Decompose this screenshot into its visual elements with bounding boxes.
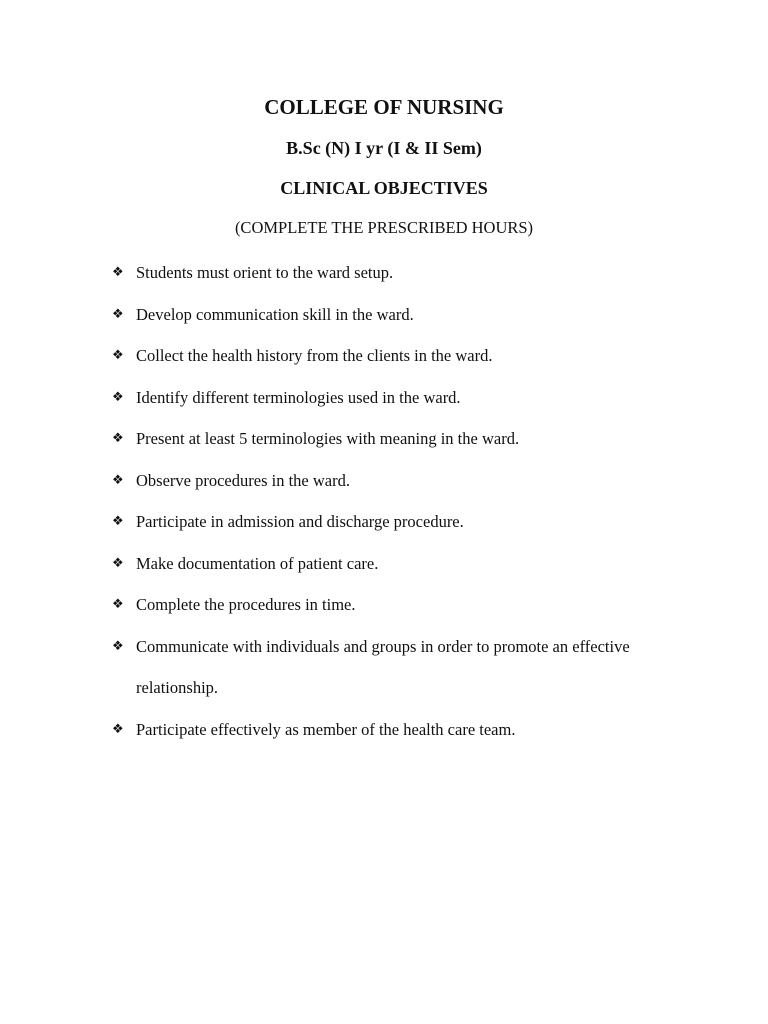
objective-item [112, 294, 712, 336]
objective-item [112, 501, 712, 543]
objective-item [112, 709, 712, 751]
four-diamond-bullet-icon: ❖ [112, 597, 124, 612]
objective-item [112, 252, 712, 294]
objective-text: Develop communication skill in the ward. [136, 304, 414, 324]
four-diamond-bullet-icon: ❖ [112, 514, 124, 529]
objective-text: Identify different terminologies used in the ward. [136, 387, 461, 407]
objective-text: Students must orient to the ward setup. [136, 263, 394, 282]
course-title: B.Sc (N) I yr (I & II Sem) [286, 138, 482, 158]
objective-text: Observe procedures in the ward. [136, 470, 350, 490]
hours-note: (COMPLETE THE PRESCRIBED HOURS) [234, 218, 534, 237]
four-diamond-bullet-icon: ❖ [112, 348, 124, 363]
objective-item [112, 418, 712, 460]
objective-text: Collect the health history from the clients in the ward. [136, 346, 493, 365]
objective-item [112, 377, 712, 419]
objective-text: Present at least 5 terminologies with meaning in the ward. [136, 429, 520, 448]
objective-text: Make documentation of patient care. [136, 553, 379, 573]
objective-item [112, 626, 712, 709]
four-diamond-bullet-icon: ❖ [112, 306, 124, 322]
four-diamond-bullet-icon: ❖ [112, 472, 124, 488]
four-diamond-bullet-icon: ❖ [112, 721, 124, 737]
objective-text: Participate in admission and discharge procedure. [136, 512, 464, 531]
objective-item [112, 584, 712, 626]
four-diamond-bullet-icon: ❖ [112, 638, 124, 654]
objective-text: Participate effectively as member of the health care team. [136, 719, 516, 739]
objectives-list [112, 252, 712, 750]
objective-text: Complete the procedures in time. [136, 595, 356, 614]
objective-item [112, 335, 712, 377]
objective-item [112, 460, 712, 502]
institution-title: COLLEGE OF NURSING [264, 95, 504, 119]
four-diamond-bullet-icon: ❖ [112, 265, 124, 280]
four-diamond-bullet-icon: ❖ [112, 389, 124, 405]
four-diamond-bullet-icon: ❖ [112, 555, 124, 571]
section-title: CLINICAL OBJECTIVES [280, 178, 488, 198]
objective-text: Communicate with individuals and groups in order to promote an effective relationship. [136, 636, 630, 697]
objective-item [112, 543, 712, 585]
four-diamond-bullet-icon: ❖ [112, 431, 124, 446]
